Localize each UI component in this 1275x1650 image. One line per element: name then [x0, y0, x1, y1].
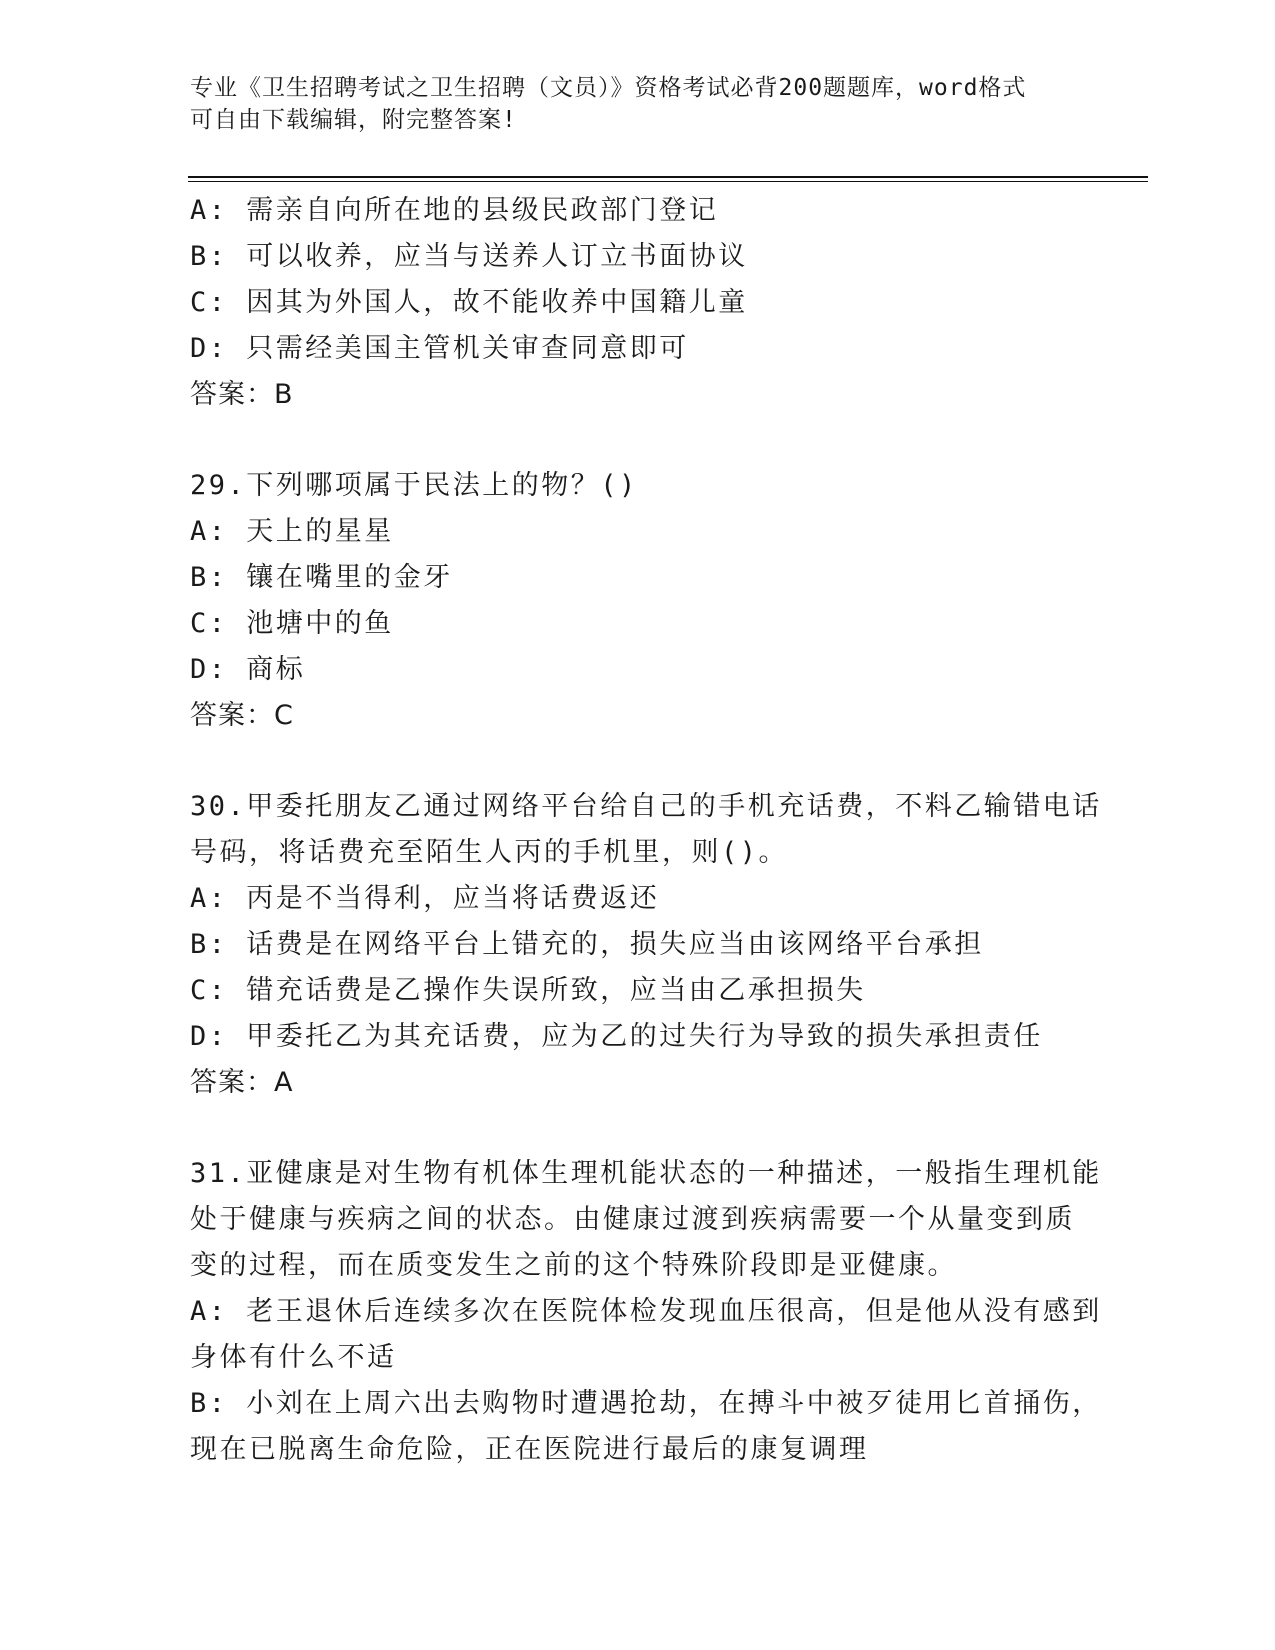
option-a-continued: 身体有什么不适 [190, 1342, 397, 1373]
header-rule-thin [188, 181, 1148, 182]
header-line-2: 可自由下载编辑，附完整答案! [190, 107, 517, 133]
question-stem-line-1: 31.亚健康是对生物有机体生理机能状态的一种描述，一般指生理机能 [190, 1158, 1102, 1189]
question-stem: 29.下列哪项属于民法上的物？() [190, 470, 638, 501]
option-b: B: 镶在嘴里的金牙 [190, 562, 453, 593]
question-stem-line-2: 处于健康与疾病之间的状态。由健康过渡到疾病需要一个从量变到质 [190, 1204, 1075, 1235]
question-31 [190, 1151, 1102, 1473]
option-a: A: 老王退休后连续多次在医院体检发现血压很高，但是他从没有感到 [190, 1296, 1102, 1327]
option-d: D: 商标 [190, 654, 306, 685]
answer: 答案：C [190, 700, 294, 731]
question-stem-line-2: 号码，将话费充至陌生人丙的手机里，则()。 [190, 837, 789, 868]
option-b: B: 话费是在网络平台上错充的，损失应当由该网络平台承担 [190, 929, 984, 960]
question-list [190, 188, 1102, 1473]
option-c: C: 池塘中的鱼 [190, 608, 394, 639]
question-30 [190, 784, 1102, 1106]
document-header [190, 72, 1090, 136]
answer: 答案：A [190, 1067, 294, 1098]
header-line-1: 专业《卫生招聘考试之卫生招聘（文员）》资格考试必背200题题库，word格式 [190, 75, 1027, 101]
question-stem-line-3: 变的过程，而在质变发生之前的这个特殊阶段即是亚健康。 [190, 1250, 957, 1281]
option-b: B: 小刘在上周六出去购物时遭遇抢劫，在搏斗中被歹徒用匕首捅伤， [190, 1388, 1102, 1419]
option-a: A: 天上的星星 [190, 516, 394, 547]
question-stem-line-1: 30.甲委托朋友乙通过网络平台给自己的手机充话费，不料乙输错电话 [190, 791, 1102, 822]
option-a: A: 需亲自向所在地的县级民政部门登记 [190, 195, 719, 226]
option-d: D: 只需经美国主管机关审查同意即可 [190, 333, 689, 364]
header-rule-thick [188, 176, 1148, 178]
option-a: A: 丙是不当得利，应当将话费返还 [190, 883, 660, 914]
option-c: C: 错充话费是乙操作失误所致，应当由乙承担损失 [190, 975, 866, 1006]
answer: 答案：B [190, 379, 294, 410]
question-29 [190, 463, 1090, 739]
question-28 [190, 188, 1090, 418]
option-b: B: 可以收养，应当与送养人订立书面协议 [190, 241, 748, 272]
option-d: D: 甲委托乙为其充话费，应为乙的过失行为导致的损失承担责任 [190, 1021, 1043, 1052]
option-b-continued: 现在已脱离生命危险，正在医院进行最后的康复调理 [190, 1434, 869, 1465]
option-c: C: 因其为外国人，故不能收养中国籍儿童 [190, 287, 748, 318]
